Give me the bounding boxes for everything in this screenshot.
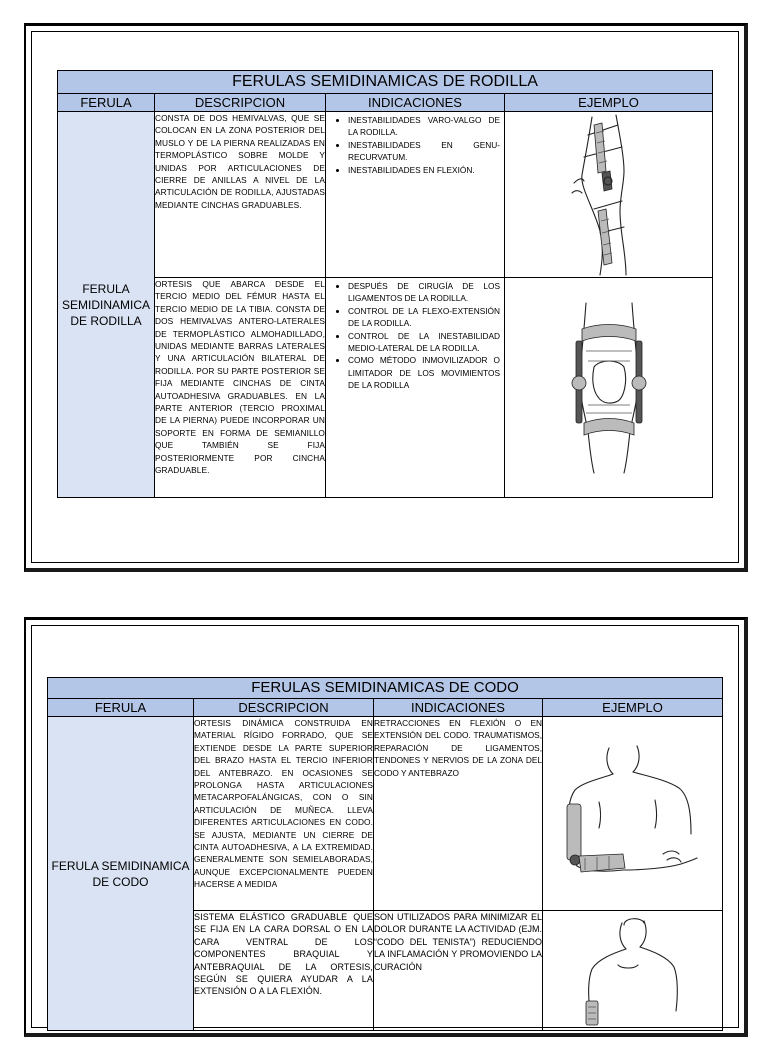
indications-list [326,114,500,176]
example-image-cell [505,112,713,278]
description-cell: ORTESIS DINÁMICA CONSTRUIDA EN MATERIAL RÍGIDO FORRADO, QUE SE EXTIENDE DESDE LA PARTE SUPERIOR DEL BRAZO HASTA EL TERCIO INFERIOR DEL ANTEBRAZO. EN OCASIONES SE PROLONGA HASTA ARTICULACIONES METACARPOFALÁNGICAS, CON O SIN ARTICULACIÓN DE MUÑECA. LLEVA DIFERENTES ARTICULACIONES EN CODO. SE AJUSTA, MEDIANTE UN CIERRE DE CINTA AUTOADHESIVA, A LA EXTREMIDAD. GENERALMENTE SON SEMIELABORADAS, AUNQUE EXCEPCIONALMENTE PUEDEN HACERSE A MEDIDA [194,717,374,911]
indication-item: • DESPUÉS DE CIRUGÍA DE LOS LIGAMENTOS DE LA RODILLA. [348,280,500,305]
indications-cell: SON UTILIZADOS PARA MINIMIZAR EL DOLOR DURANTE LA ACTIVIDAD (EJM. “CODO DEL TENISTA”) REDUCIENDO LA INFLAMACIÓN Y PROMOVIENDO LA CURACIÓN [374,911,543,1031]
knee-orthosis-table [57,70,713,498]
elbow-orthosis-table [47,677,723,1031]
elbow-brace-illustration [563,744,703,884]
elbow-elastic-illustration [578,911,688,1027]
description-cell: ORTESIS QUE ABARCA DESDE EL TERCIO MEDIO DEL FÉMUR HASTA EL TERCIO MEDIO DE LA TIBIA. CONSTA DE DOS HEMIVALVAS ANTERO-LATERALES DE TERMOPLÁSTICO ALMOHADILLADO, UNIDAS MEDIANTE BARRAS LATERALES Y UNA ARTICULACIÓN BILATERAL DE RODILLA. POR SU PARTE POSTERIOR SE FIJA MEDIANTE CINCHAS DE CINTA AUTOADHESIVA GRADUABLES. EN LA PARTE ANTERIOR (TERCIO PROXIMAL DE LA PIERNA) PUEDE INCORPORAR UN SOPORTE EN FORMA DE SEMIANILLO QUE TAMBIÉN SE FIJA POSTERIORMENTE POR CINCHA GRADUABLE. [155,278,326,498]
ferula-name-cell: FERULA SEMIDINAMICA DE CODO [48,717,194,1031]
indication-item: • INESTABILIDADES EN GENU-RECURVATUM. [348,139,500,164]
indications-cell [326,278,505,498]
indications-cell [326,112,505,278]
indication-item: • INESTABILIDADES EN FLEXIÓN. [348,164,500,176]
indication-item: • CONTROL DE LA INESTABILIDAD MEDIO-LATERAL DE LA RODILLA. [348,330,500,355]
header-ferula: FERULA [48,699,194,717]
header-descripcion: DESCRIPCION [194,699,374,717]
knee-table-title: FERULAS SEMIDINAMICAS DE RODILLA [58,71,713,94]
knee-brace-side-illustration [554,113,664,277]
header-descripcion: DESCRIPCION [155,94,326,112]
example-image-cell [543,717,723,911]
header-ejemplo: EJEMPLO [505,94,713,112]
description-cell: SISTEMA ELÁSTICO GRADUABLE QUE SE FIJA EN LA CARA DORSAL O EN LA CARA VENTRAL DE LOS COMPONENTES BRAQUIAL Y ANTEBRAQUIAL DE LA ORTESIS, SEGÚN SE QUIERA AYUDAR A LA EXTENSIÓN O A LA FLEXIÓN. [194,911,374,1031]
example-image-cell [543,911,723,1031]
elbow-table-title: FERULAS SEMIDINAMICAS DE CODO [48,678,723,699]
example-image-cell [505,278,713,498]
indication-item: • INESTABILIDADES VARO-VALGO DE LA RODILLA. [348,114,500,139]
indication-item: • CONTROL DE LA FLEXO-EXTENSIÓN DE LA RODILLA. [348,305,500,330]
indication-item: • COMO MÉTODO INMOVILIZADOR O LIMITADOR DE LOS MOVIMIENTOS DE LA RODILLA [348,354,500,391]
description-cell: CONSTA DE DOS HEMIVALVAS, QUE SE COLOCAN EN LA ZONA POSTERIOR DEL MUSLO Y DE LA PIERNA REALIZADAS EN TERMOPLÁSTICO SOBRE MOLDE Y UNIDAS POR ARTICULACIONES DE CIERRE DE ANILLAS A NIVEL DE LA ARTICULACIÓN DE RODILLA, AJUSTADAS MEDIANTE CINCHAS GRADUABLES. [155,112,326,278]
header-ejemplo: EJEMPLO [543,699,723,717]
ferula-name-cell: FERULA SEMIDINAMICA DE RODILLA [58,112,155,498]
knee-brace-front-illustration [564,301,654,475]
header-indicaciones: INDICACIONES [326,94,505,112]
indications-list [326,280,500,392]
header-ferula: FERULA [58,94,155,112]
indications-cell: RETRACCIONES EN FLEXIÓN O EN EXTENSIÓN DEL CODO. TRAUMATISMOS, REPARACIÓN DE LIGAMENTOS, TENDONES Y NERVIOS DE LA ZONA DEL CODO Y ANTEBRAZO [374,717,543,911]
header-indicaciones: INDICACIONES [374,699,543,717]
